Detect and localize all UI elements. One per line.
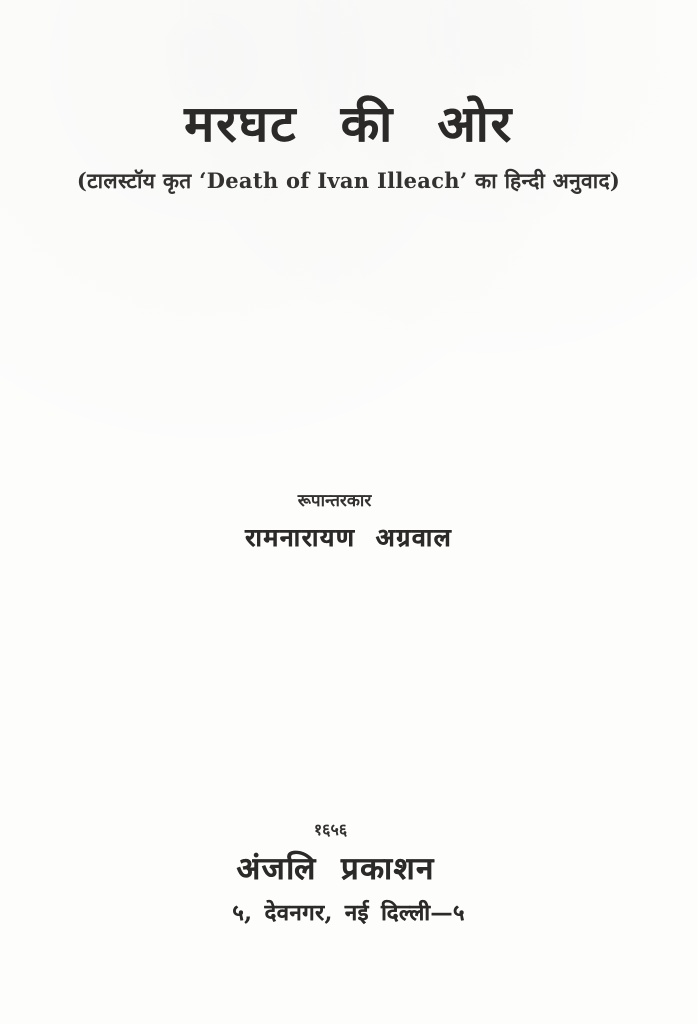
translator-block: [0, 488, 697, 554]
publisher-name: अंजलि प्रकाशन: [236, 851, 435, 887]
translator-name: रामनारायण अग्रवाल: [244, 523, 452, 552]
publisher-address: ५, देवनगर, नई दिल्ली—५: [232, 900, 465, 926]
book-title: मरघट की ओर: [184, 94, 513, 153]
imprint-block: [0, 818, 697, 927]
book-subtitle: (टालस्टॉय कृत ‘Death of Ivan Illeach’ का हिन्दी अनुवाद): [76, 168, 621, 193]
publication-year: १६५६: [313, 820, 348, 839]
translator-role-label: रूपान्तरकार: [297, 491, 372, 511]
